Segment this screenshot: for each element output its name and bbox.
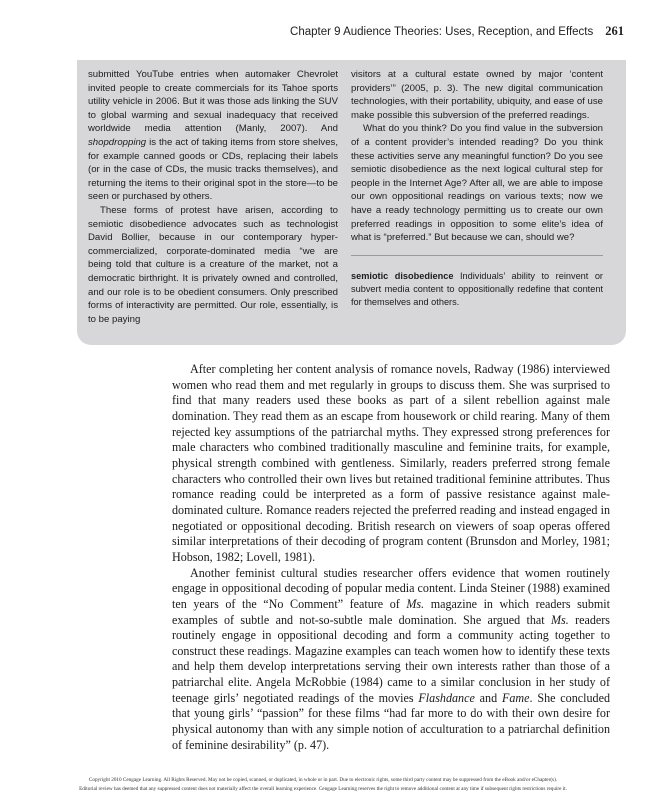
text-run: is the act of taking items from store shelves, for example canned goods or CDs, replacing their labels (or in the case of CDs, the music tracks themselves), and returning the items to their original spot in the store—to be seen or purchased by others.	[88, 136, 338, 203]
box-paragraph	[351, 122, 603, 244]
italic-text: Flashdance	[418, 690, 475, 705]
text-run: Another feminist cultural studies researcher offers evidence that women routinely engage in oppositional decoding of popular media content. Linda Steiner (1988) examined ten years of the “No Comment” feature of	[172, 565, 610, 611]
glossary-entry	[351, 270, 603, 310]
text-run: After completing her content analysis of romance novels, Radway (1986) interviewed women who read them and met regularly in groups to discuss them. She was surprised to find that many readers used these books as part of a silent rebellion against male domination. They read them as an escape from housework or child rearing. Many of them rejected key assumptions of the patriarchal myths. They expressed strong preferences for male characters who combined traditionally masculine and feminine traits, for example, physical strength combined with gentleness. Similarly, readers preferred strong female characters who controlled their own lives but retained traditional feminine attributes. Thus romance reading could be interpreted as a form of passive resistance against male-dominated culture. Romance readers rejected the preferred reading and instead engaged in negotiated or oppositional decoding. British research on viewers of soap operas offered similar interpretations of their decoding of program content (Brunsdon and Morley, 1981; Hobson, 1982; Lovell, 1981).	[172, 362, 610, 564]
italic-text: Ms.	[550, 612, 569, 627]
chapter-title: Chapter 9 Audience Theories: Uses, Reception, and Effects	[290, 26, 594, 38]
box-paragraph	[351, 68, 603, 122]
running-header	[60, 24, 624, 39]
body-paragraph	[172, 362, 610, 566]
text-run: What do you think? Do you find value in the subversion of a content provider’s intended reading? Do you think these activities serve any meaningful function? Do you see semiotic disobedience as the next logical cultural step for people in the Internet Age? After all, we are able to impose our own oppositional readings on various texts; now we have a ready technology permitting us to create our own preferred readings in opposition to some elite’s idea of what is “preferred.” But because we can, should we?	[351, 123, 603, 244]
glossary-divider	[351, 255, 603, 256]
footer-line: Editorial review has deemed that any suppressed content does not materially affect the overall learning experience. Cengage Learning reserves the right to remove additional content at any time if subsequent rights restrictions require it.	[79, 786, 567, 792]
text-run: magazine in which readers submit examples of subtle and not-so-subtle male domination. She argued that	[172, 596, 611, 627]
text-run: submitted YouTube entries when automaker Chevrolet invited people to create commercials for its Tahoe sports utility vehicle in 2006. But it was those ads linking the SUV to global warming and sexual inadequacy that received worldwide media attention (Manly, 2007). And	[88, 69, 338, 135]
text-run: These forms of protest have arisen, according to semiotic disobedience advocates such as technologist David Bollier, because in our contemporary hyper-commercialized, corporate-dominated media “we are being told that culture is a creature of the market, not a democratic birthright. It is privately owned and controlled, and our role is to be obedient consumers. Only prescribed forms of interactivity are permitted. Our role, essentially, is to be paying	[88, 204, 338, 325]
box-right-column	[351, 68, 603, 309]
box-left-column	[88, 68, 338, 326]
italic-text: Fame	[501, 690, 530, 705]
text-run: visitors at a cultural estate owned by major ‘content providers’” (2005, p. 3). The new digital communication technologies, with their portability, ubiquity, and ease of use make possible this subversion of the preferred readings.	[351, 69, 603, 121]
text-run: . She concluded that young girls’ “passion” for these films “had far more to do with their own desire for physical autonomy than with any simple notion of acculturation to a patriarchal definition of feminine desirability” (p. 47).	[172, 690, 610, 752]
page-number: 261	[605, 24, 624, 38]
text-run: and	[474, 690, 502, 705]
text-run: readers routinely engage in oppositional decoding and form a community acting together to construct these readings. Magazine examples can teach women how to identify these texts and help them develop interpretations serving their own interests rather than those of a patriarchal elite. Angela McRobbie (1984) came to a similar conclusion in her study of teenage girls’ negotiated readings of the movies	[172, 612, 610, 705]
box-paragraph	[88, 204, 338, 326]
glossary-term: semiotic disobedience	[351, 270, 454, 281]
body-text	[172, 362, 610, 753]
glossary-definition: Individuals’ ability to reinvent or subvert media content to oppositionally redefine that content for themselves and others.	[351, 270, 603, 308]
body-paragraph	[172, 566, 610, 754]
italic-text: Ms.	[406, 596, 425, 611]
box-paragraph	[88, 68, 338, 204]
footer-line: Copyright 2010 Cengage Learning. All Rights Reserved. May not be copied, scanned, or duplicated, in whole or in part. Due to electronic rights, some third party content may be suppressed from the eBook and/or eChapter(s).	[88, 777, 558, 783]
italic-text: shopdropping	[88, 136, 147, 148]
copyright-footer	[20, 776, 626, 794]
